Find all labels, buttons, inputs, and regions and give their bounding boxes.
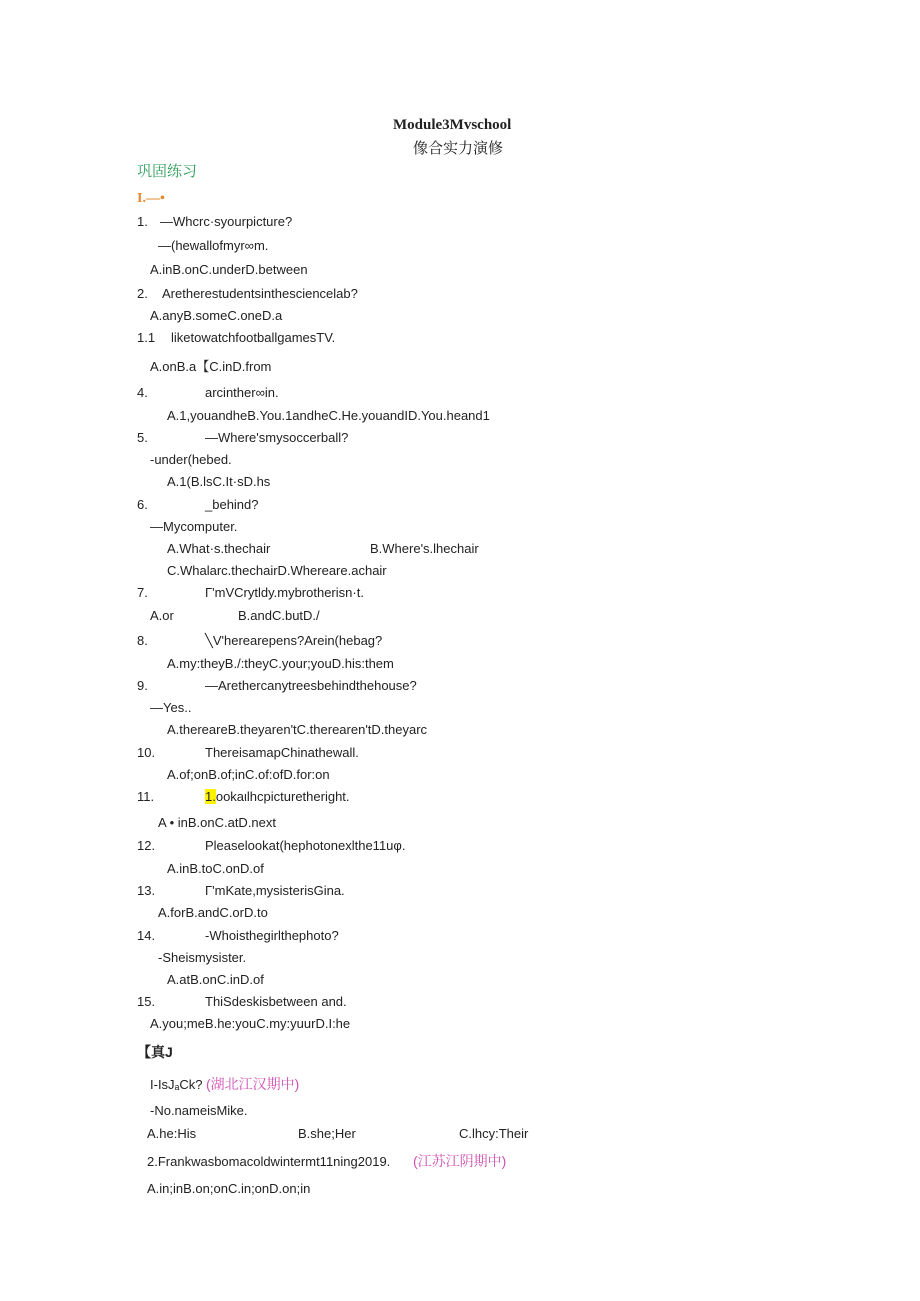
question-number: 4.	[137, 385, 148, 400]
question-options: A.of;onB.of;inC.of:ofD.for:on	[167, 767, 330, 782]
question-stem: —Where'smysoccerball?	[205, 430, 349, 445]
question-stem: -Whoisthegirlthephoto?	[205, 928, 339, 943]
part-heading: I.—•	[137, 191, 165, 206]
real-question-option: C.lhcy:Their	[459, 1126, 529, 1141]
question-stem: arcinther∞in.	[205, 385, 279, 400]
question-options: A.inB.toC.onD.of	[167, 861, 264, 876]
question-options: A.anyB.someC.oneD.a	[150, 308, 283, 323]
question-number: 1.	[137, 214, 148, 229]
question-options: A.1,youandheB.You.1andheC.He.youandID.You.heand1	[167, 408, 490, 423]
real-question-option: B.she;Her	[298, 1126, 356, 1141]
question-stem: ThiSdeskisbetween and.	[205, 994, 347, 1009]
real-question-line: -No.nameisMike.	[150, 1103, 248, 1118]
question-line: -under(hebed.	[150, 452, 232, 467]
question-options: A.forB.andC.orD.to	[158, 905, 268, 920]
section-label: 巩固练习	[137, 163, 198, 180]
question-options: A.1(B.lsC.It·sD.hs	[167, 474, 271, 489]
question-stem	[205, 789, 350, 805]
question-number: 9.	[137, 678, 148, 693]
question-stem: liketowatchfootballgamesTV.	[171, 330, 336, 345]
question-stem: ThereisamapChinathewall.	[205, 745, 359, 760]
question-stem: _behind?	[205, 497, 259, 512]
question-option: A.or	[150, 608, 174, 623]
question-options: A.onB.a【C.inD.from	[150, 359, 272, 374]
real-question-source: (江苏江阴期中)	[413, 1153, 507, 1169]
question-options: A.thereareB.theyaren'tC.therearen'tD.theyarc	[167, 722, 428, 737]
real-question-source: (湖北江汉期中)	[206, 1076, 300, 1092]
question-line: —Yes..	[150, 700, 192, 715]
real-question-stem: I-IsJₐCk?	[150, 1077, 203, 1092]
question-number: 14.	[137, 928, 156, 943]
question-number: 1.1	[137, 330, 156, 345]
question-options: B.andC.butD./	[238, 608, 320, 623]
question-option: A.What·s.thechair	[167, 541, 271, 556]
real-question-stem: 2.Frankwasbomacoldwintermt11ning2019.	[147, 1154, 391, 1169]
question-options: A.you;meB.he:youC.my:yuurD.I:he	[150, 1016, 351, 1031]
question-options: A.my:theyB./:theyC.your;youD.his:them	[167, 656, 394, 671]
question-line: -Sheismysister.	[158, 950, 247, 965]
real-exam-heading: 【真J	[137, 1044, 173, 1060]
question-stem: Γ'mVCrytldy.mybrotherisn·t.	[205, 585, 364, 600]
question-number: 5.	[137, 430, 148, 445]
real-question-option: A.he:His	[147, 1126, 197, 1141]
real-question-options: A.in;inB.on;onC.in;onD.on;in	[147, 1181, 311, 1196]
question-options: A.atB.onC.inD.of	[167, 972, 264, 987]
page-subtitle: 像合实力演修	[413, 140, 504, 157]
question-number: 15.	[137, 994, 156, 1009]
question-option: B.Where's.lhechair	[370, 541, 479, 556]
question-number: 12.	[137, 838, 156, 853]
question-number: 13.	[137, 883, 156, 898]
question-stem: —Whcrc·syourpicture?	[160, 214, 293, 229]
question-stem-text: ookaιlhcpicturetheright.	[215, 789, 350, 804]
question-number: 11.	[137, 789, 155, 804]
question-line: —Mycomputer.	[150, 519, 238, 534]
page-title: Module3Mvschool	[393, 117, 512, 133]
question-number: 8.	[137, 633, 148, 648]
question-stem: Aretherestudentsinthesciencelab?	[162, 286, 358, 301]
question-options: A.inB.onC.underD.between	[150, 262, 308, 277]
question-stem: ╲V'herearepens?Arein(hebag?	[205, 633, 383, 648]
question-number: 7.	[137, 585, 148, 600]
question-stem: —Arethercanytreesbehindthehouse?	[205, 678, 417, 693]
highlight-mark: 1.	[205, 789, 216, 804]
question-number: 2.	[137, 286, 148, 301]
question-options: C.Whalarc.thechairD.Whereare.achair	[167, 563, 387, 578]
question-number: 6.	[137, 497, 148, 512]
question-stem: Γ'mKate,mysisterisGina.	[205, 883, 345, 898]
question-options: A • inB.onC.atD.next	[158, 815, 277, 830]
question-stem: Pleaselookat(hephotonexlthe11uφ.	[205, 838, 406, 853]
question-number: 10.	[137, 745, 156, 760]
question-line: —(hewallofmyr∞m.	[158, 238, 269, 253]
